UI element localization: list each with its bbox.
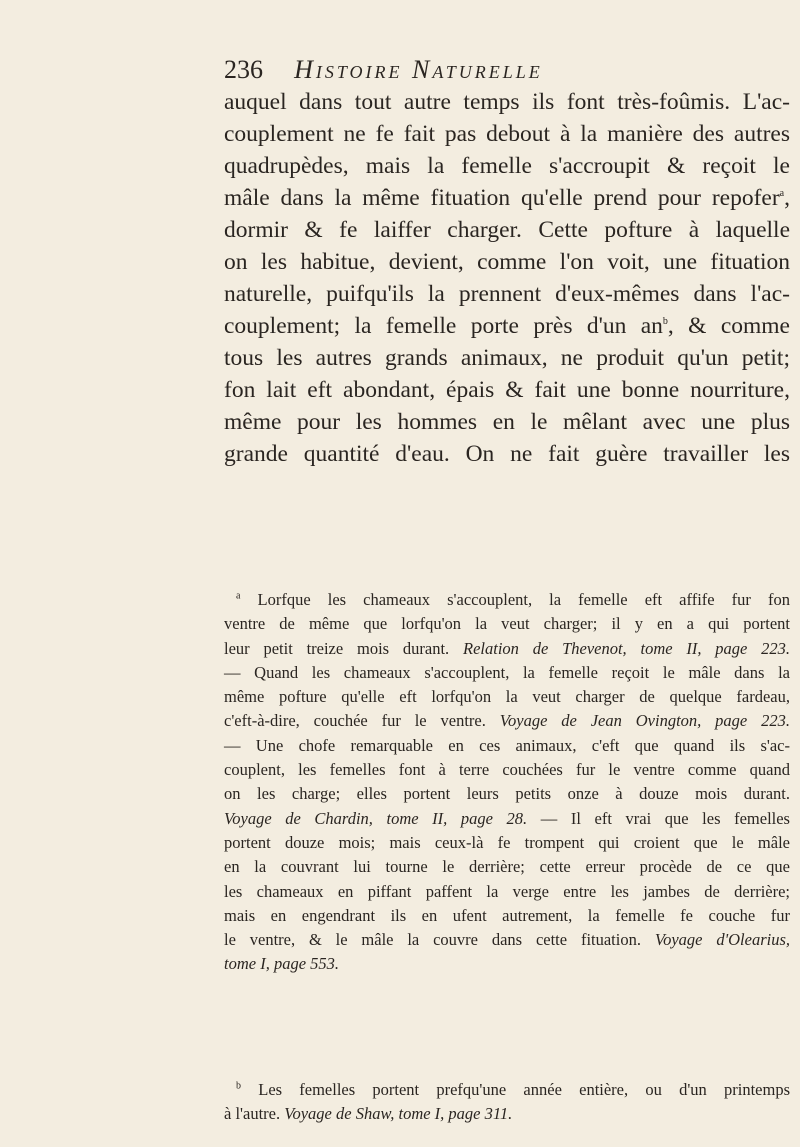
footnote-line	[224, 952, 790, 976]
body-line: auquel dans tout autre temps ils font très-foûmis. L'ac-	[224, 89, 790, 115]
body-line	[224, 310, 790, 342]
body-line-tail: , & comme	[667, 313, 790, 339]
citation: Voyage de Shaw, tome I, page 311.	[284, 1104, 513, 1124]
body-line: naturelle, puifqu'ils la prennent d'eux-mêmes dans l'ac-	[224, 281, 790, 307]
footnote-text: à l'autre.	[224, 1104, 281, 1124]
footnote-marker-a: a	[236, 590, 241, 602]
footnote-line: ventre de même que lorfqu'on la veut charger; il y en a qui portent	[224, 614, 790, 634]
footnote-text: leur petit treize mois durant.	[224, 638, 450, 658]
citation: Voyage de Chardin, tome II, page 28.	[224, 808, 528, 828]
footnote-line: même pofture qu'elle eft lorfqu'on la veut charger de quelque fardeau,	[224, 687, 790, 707]
footnote-line	[224, 1102, 790, 1126]
footnote-line: mais en engendrant ils en ufent autrement, la femelle fe couche fur	[224, 905, 790, 925]
footnote-line: en la couvrant lui tourne le derrière; cette erreur procède de ce que	[224, 857, 790, 877]
footnote-text: Les femelles portent prefqu'une année entière, ou d'un printemps	[258, 1080, 791, 1099]
body-line: on les habitue, devient, comme l'on voit, une fituation	[224, 249, 790, 275]
body-line: tous les autres grands animaux, ne produit qu'un petit;	[224, 345, 790, 371]
citation: Relation de Thevenot, tome II, page 223.	[463, 638, 791, 658]
footnote-line	[224, 588, 790, 612]
footnote-line: — Quand les chameaux s'accouplent, la femelle reçoit le mâle dans la	[224, 662, 790, 682]
body-line-text: mâle dans la même fituation qu'elle prend pour repofer	[224, 185, 780, 211]
footnote-text: le ventre, & le mâle la couvre dans cette fituation.	[224, 930, 641, 950]
footnote-marker-b: b	[236, 1080, 241, 1092]
footnote-ref-b[interactable]: b	[662, 316, 668, 328]
body-line: fon lait eft abondant, épais & fait une bonne nourriture,	[224, 377, 790, 403]
body-line: couplement ne fe fait pas debout à la manière des autres	[224, 121, 790, 147]
footnote-text: — Il eft vrai que les femelles	[540, 808, 790, 828]
body-line: quadrupèdes, mais la femelle s'accroupit & reçoit le	[224, 153, 790, 179]
body-line	[224, 182, 790, 214]
main-paragraph	[224, 86, 790, 470]
body-line: même pour les hommes en le mêlant avec une plus	[224, 409, 790, 435]
citation: Voyage de Jean Ovington, page 223.	[499, 711, 790, 731]
footnote-line	[224, 637, 790, 661]
footnote-line	[224, 1078, 790, 1102]
footnote-line	[224, 807, 790, 831]
citation: Voyage d'Olearius,	[654, 930, 790, 950]
body-line-tail: ,	[784, 185, 790, 211]
footnote-line: couplent, les femelles font à terre couchées fur le ventre comme quand	[224, 760, 790, 780]
footnote-line: — Une chofe remarquable en ces animaux, c'eft que quand ils s'ac-	[224, 735, 790, 755]
footnote-a	[224, 588, 790, 977]
body-line: dormir & fe laiffer charger. Cette pofture à laquelle	[224, 217, 790, 243]
footnote-b	[224, 1078, 790, 1127]
footnote-line: les chameaux en piffant paffent la verge entre les jambes de derrière;	[224, 881, 790, 901]
body-line-text: couplement; la femelle porte près d'un an	[224, 313, 663, 339]
citation: tome I, page 553.	[224, 954, 340, 974]
footnote-text: c'eft-à-dire, couchée fur le ventre.	[224, 711, 486, 731]
running-title: Histoire Naturelle	[294, 55, 543, 84]
footnote-line	[224, 928, 790, 952]
page-number: 236	[224, 55, 263, 84]
body-line: grande quantité d'eau. On ne fait guère travailler les	[224, 441, 790, 467]
footnote-line: on les charge; elles portent leurs petits onze à douze mois durant.	[224, 784, 790, 804]
footnote-text: Lorfque les chameaux s'accouplent, la femelle eft affife fur fon	[257, 590, 790, 609]
footnote-line: portent douze mois; mais ceux-là fe trompent qui croient que le mâle	[224, 832, 790, 852]
footnote-line	[224, 709, 790, 733]
footnote-ref-a[interactable]: a	[779, 188, 785, 200]
